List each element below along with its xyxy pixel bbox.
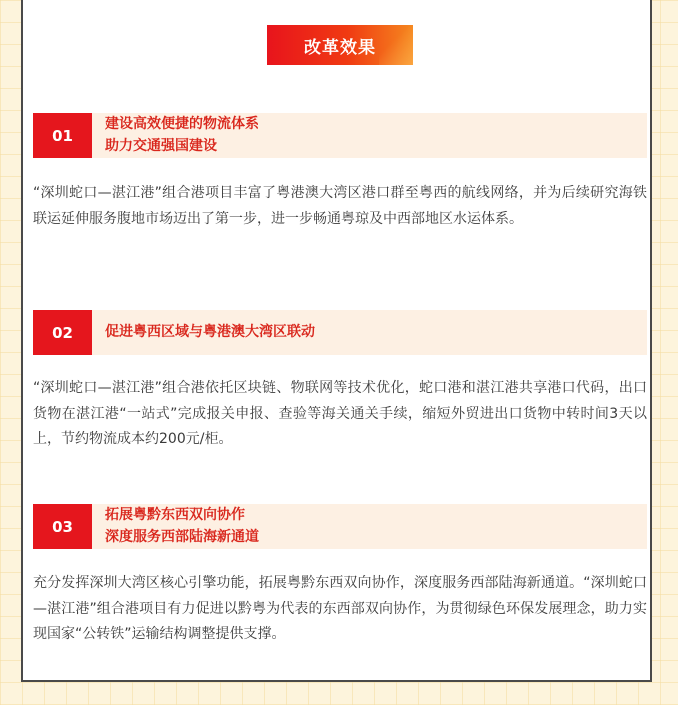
section-title-line1: 促进粤西区域与粤港澳大湾区联动 bbox=[105, 324, 315, 340]
section-title-line2: 助力交通强国建设 bbox=[105, 138, 217, 154]
section-body-03: 充分发挥深圳大湾区核心引擎功能，拓展粤黔东西双向协作，深度服务西部陆海新通道。“深圳蛇口—湛江港”组合港项目有力促进以黔粤为代表的东西部双向协作，为贯彻绿色环保发展理念，助力实现国家“公转铁”运输结构调整提供支撑。 bbox=[33, 575, 647, 642]
section-header-02 bbox=[33, 310, 647, 355]
section-title-line2: 深度服务西部陆海新通道 bbox=[105, 529, 259, 545]
section-number: 01 bbox=[33, 113, 92, 158]
section-header-01 bbox=[33, 113, 647, 158]
section-body-01: “深圳蛇口—湛江港”组合港项目丰富了粤港澳大湾区港口群至粤西的航线网络，并为后续研究海铁联运延伸服务腹地市场迈出了第一步，进一步畅通粤琼及中西部地区水运体系。 bbox=[33, 185, 647, 227]
section-body-02: “深圳蛇口—湛江港”组合港依托区块链、物联网等技术优化，蛇口港和湛江港共享港口代码，出口货物在湛江港“一站式”完成报关申报、查验等海关通关手续，缩短外贸进出口货物中转时间3天以上，节约物流成本约200元/柜。 bbox=[33, 380, 647, 447]
article-card bbox=[21, 0, 652, 682]
section-title-line1: 拓展粤黔东西双向协作 bbox=[105, 507, 245, 523]
section-title-line1: 建设高效便捷的物流体系 bbox=[105, 116, 259, 132]
section-header-03 bbox=[33, 504, 647, 549]
page-title: 改革效果 bbox=[304, 37, 376, 58]
section-number: 03 bbox=[33, 504, 92, 549]
section-number: 02 bbox=[33, 310, 92, 355]
title-banner bbox=[267, 25, 413, 65]
